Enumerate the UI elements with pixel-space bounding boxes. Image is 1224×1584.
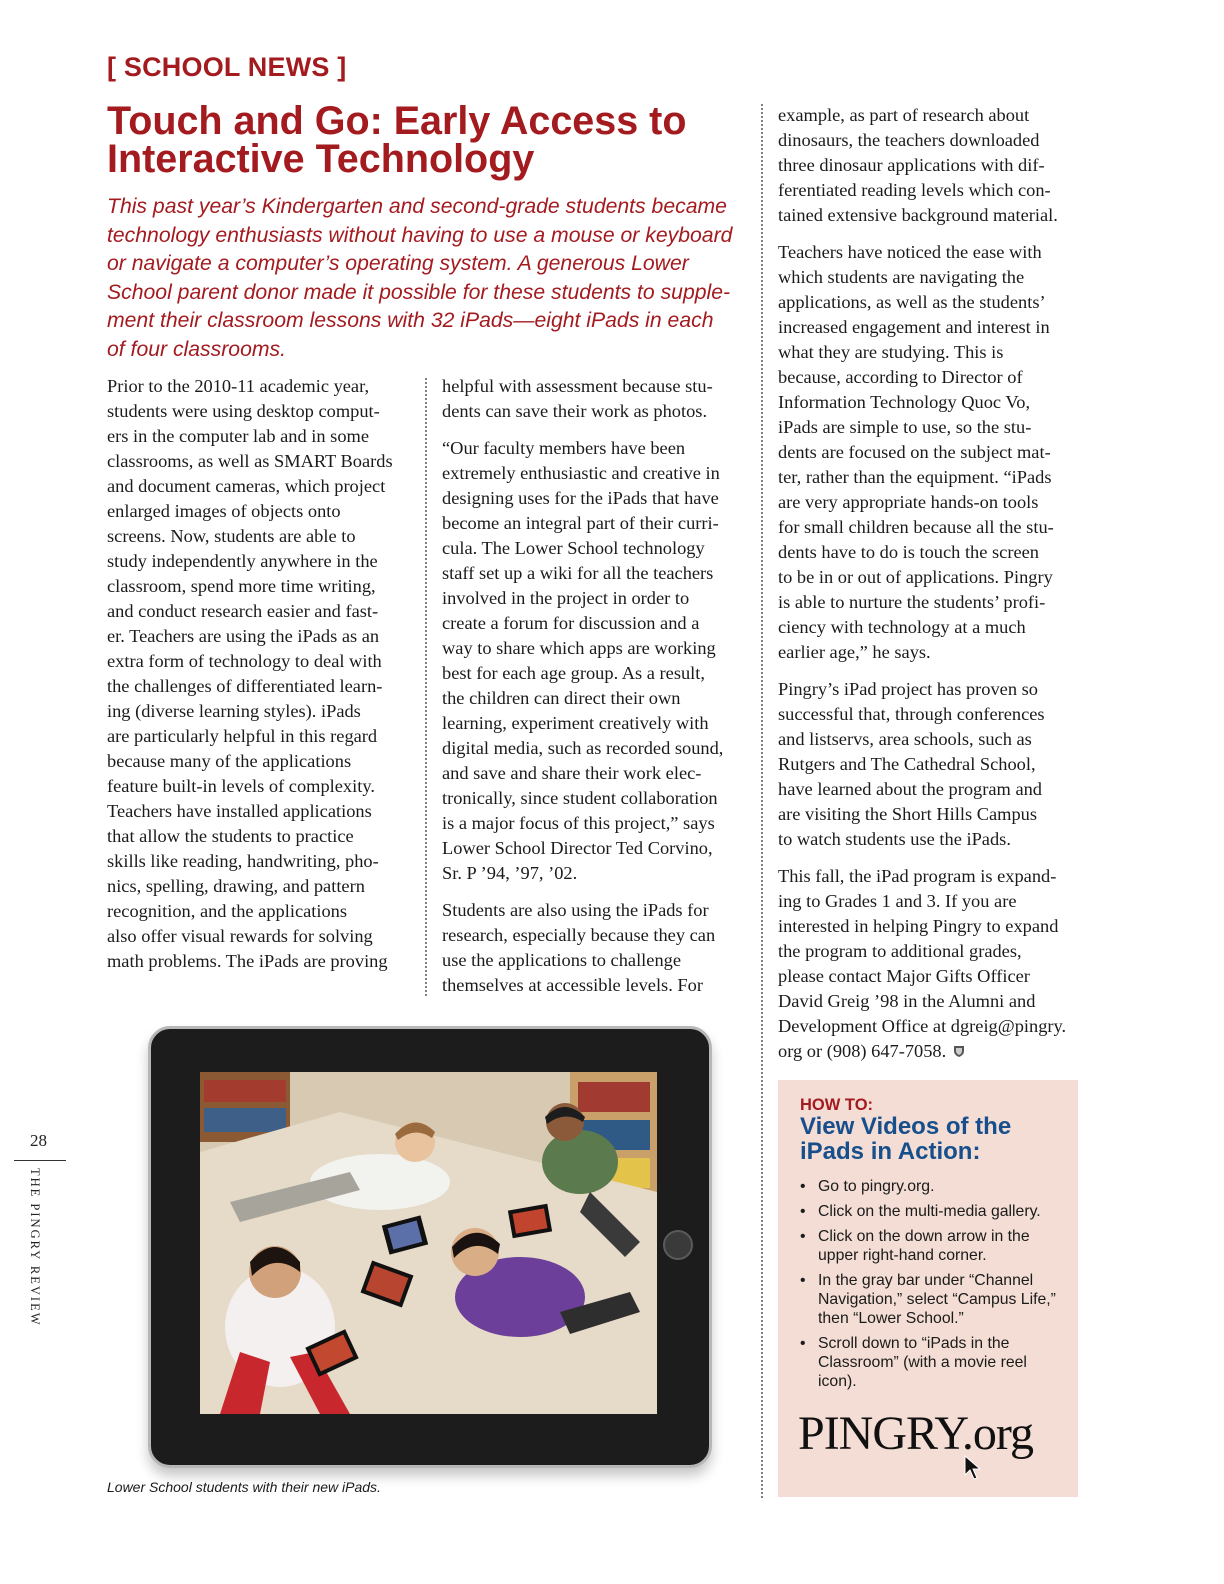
text-line: three dinosaur applications with dif-: [778, 155, 1045, 175]
text-line: Students are also using the iPads for: [442, 900, 709, 920]
list-item: [800, 1271, 1070, 1328]
text-line: themselves at accessible levels. For: [442, 975, 703, 995]
text-line: what they are studying. This is: [778, 342, 1004, 362]
deck-line: This past year’s Kindergarten and second-grade students became: [107, 195, 727, 218]
text-line: and listservs, area schools, such as: [778, 729, 1032, 749]
text-line: become an integral part of their curri-: [442, 513, 719, 533]
step-text-line: Scroll down to “iPads in the: [818, 1335, 1010, 1352]
sidebar-title-line: View Videos of the: [800, 1113, 1012, 1140]
step-text-line: icon).: [818, 1373, 857, 1390]
text-line: tained extensive background material.: [778, 205, 1058, 225]
text-line: Prior to the 2010-11 academic year,: [107, 376, 370, 396]
text-line: create a forum for discussion and a: [442, 613, 700, 633]
students-photo-illustration: [200, 1072, 657, 1414]
text-line: extremely enthusiastic and creative in: [442, 463, 720, 483]
list-item: [800, 1177, 1070, 1196]
text-line: Sr. P ’94, ’97, ’02.: [442, 863, 578, 883]
running-title: [14, 1168, 70, 1328]
text-line: the challenges of differentiated learn-: [107, 676, 383, 696]
text-line: Rutgers and The Cathedral School,: [778, 754, 1036, 774]
step-text-line: upper right-hand corner.: [818, 1247, 987, 1264]
list-item: [800, 1334, 1070, 1391]
paragraph: [107, 374, 419, 974]
text-line: are particularly helpful in this regard: [107, 726, 378, 746]
text-line: David Greig ’98 in the Alumni and: [778, 991, 1036, 1011]
text-line: ferentiated reading levels which con-: [778, 180, 1051, 200]
step-text-line: then “Lower School.”: [818, 1310, 964, 1327]
text-line: and conduct research easier and fast-: [107, 601, 379, 621]
text-line: that allow the students to practice: [107, 826, 354, 846]
list-item: [800, 1202, 1070, 1221]
text-line: cula. The Lower School technology: [442, 538, 705, 558]
text-line: dinosaurs, the teachers downloaded: [778, 130, 1040, 150]
text-line: successful that, through conferences: [778, 704, 1045, 724]
text-line: because, according to Director of: [778, 367, 1023, 387]
column-rule: [425, 378, 427, 996]
bullet-icon: •: [800, 1335, 806, 1352]
text-line: is able to nurture the students’ profi-: [778, 592, 1046, 612]
text-line: nics, spelling, drawing, and pattern: [107, 876, 365, 896]
text-line: have learned about the program and: [778, 779, 1042, 799]
text-line: involved in the project in order to: [442, 588, 690, 608]
text-line: Teachers have installed applications: [107, 801, 372, 821]
text-line: math problems. The iPads are proving: [107, 951, 388, 971]
text-line: best for each age group. As a result,: [442, 663, 705, 683]
sidebar-title-line: iPads in Action:: [800, 1138, 981, 1165]
text-line: and save and share their work elec-: [442, 763, 702, 783]
paragraph: [778, 240, 1083, 665]
ipad-home-button: [663, 1230, 693, 1260]
pingry-logo: PINGRY.org: [798, 1407, 1033, 1460]
text-line: ing (diverse learning styles). iPads: [107, 701, 361, 721]
paragraph: [442, 898, 742, 998]
text-line: is a major focus of this project,” says: [442, 813, 715, 833]
text-line: to be in or out of applications. Pingry: [778, 567, 1053, 587]
text-line: This fall, the iPad program is expand-: [778, 866, 1057, 886]
text-line: “Our faculty members have been: [442, 438, 686, 458]
sidebar-kicker: HOW TO:: [800, 1096, 874, 1114]
text-line: are very appropriate hands-on tools: [778, 492, 1039, 512]
step-text-line: Click on the multi-media gallery.: [818, 1203, 1041, 1220]
text-line: classroom, spend more time writing,: [107, 576, 376, 596]
section-label: [ SCHOOL NEWS ]: [107, 52, 347, 82]
text-line: and document cameras, which project: [107, 476, 386, 496]
headline-line: Touch and Go: Early Access to: [107, 99, 687, 143]
text-line: skills like reading, handwriting, pho-: [107, 851, 379, 871]
text-line: use the applications to challenge: [442, 950, 681, 970]
text-line: Teachers have noticed the ease with: [778, 242, 1042, 262]
text-line: because many of the applications: [107, 751, 352, 771]
text-line: org or (908) 647-7058.: [778, 1041, 947, 1061]
text-line: staff set up a wiki for all the teachers: [442, 563, 714, 583]
text-line: extra form of technology to deal with: [107, 651, 382, 671]
text-line-wrap: [778, 1039, 1083, 1064]
step-text-line: In the gray bar under “Channel: [818, 1272, 1034, 1289]
text-line: interested in helping Pingry to expand: [778, 916, 1059, 936]
text-line: feature built-in levels of complexity.: [107, 776, 375, 796]
text-line: enlarged images of objects onto: [107, 501, 341, 521]
text-line: example, as part of research about: [778, 105, 1030, 125]
text-line: recognition, and the applications: [107, 901, 348, 921]
ipad-photo: [200, 1072, 657, 1414]
folio-divider: [14, 1160, 66, 1161]
deck-line: ment their classroom lessons with 32 iPads—eight iPads in each: [107, 309, 714, 333]
text-line: study independently anywhere in the: [107, 551, 378, 571]
text-line: ter, rather than the equipment. “iPads: [778, 467, 1052, 487]
bullet-icon: •: [800, 1203, 806, 1220]
text-line: learning, experiment creatively with: [442, 713, 709, 733]
text-line: er. Teachers are using the iPads as an: [107, 626, 380, 646]
paragraph: [778, 864, 1083, 1064]
text-line: digital media, such as recorded sound,: [442, 738, 724, 758]
sidebar-title: [800, 1114, 1070, 1164]
paragraph: [778, 103, 1083, 228]
bullet-icon: •: [800, 1272, 806, 1289]
article-column-2: [442, 374, 742, 1010]
step-text-line: Click on the down arrow in the: [818, 1228, 1030, 1245]
text-line: increased engagement and interest in: [778, 317, 1050, 337]
text-line: Lower School Director Ted Corvino,: [442, 838, 713, 858]
text-line: dents are focused on the subject mat-: [778, 442, 1051, 462]
text-line: ciency with technology at a much: [778, 617, 1026, 637]
text-line: ing to Grades 1 and 3. If you are: [778, 891, 1017, 911]
text-line: earlier age,” he says.: [778, 642, 931, 662]
column-rule: [761, 104, 763, 1498]
headline-line: Interactive Technology: [107, 137, 535, 181]
text-line: Information Technology Quoc Vo,: [778, 392, 1031, 412]
text-line: students were using desktop comput-: [107, 401, 380, 421]
text-line: the program to additional grades,: [778, 941, 1022, 961]
text-line: the children can direct their own: [442, 688, 681, 708]
headline: [107, 99, 747, 181]
text-line: dents have to do is touch the screen: [778, 542, 1039, 562]
text-line: screens. Now, students are able to: [107, 526, 356, 546]
deck-line: School parent donor made it possible for these students to supple-: [107, 280, 731, 304]
deck-line: or navigate a computer’s operating system. A generous Lower: [107, 252, 689, 276]
text-line: research, especially because they can: [442, 925, 716, 945]
end-mark-shield-icon: [952, 1044, 966, 1058]
page-number: 28: [30, 1131, 47, 1150]
text-line: applications, as well as the students’: [778, 292, 1046, 312]
bullet-icon: •: [800, 1178, 806, 1195]
article-column-3: [778, 103, 1083, 1076]
deck-line: technology enthusiasts without having to use a mouse or keyboard: [107, 223, 733, 247]
article-column-1: [107, 374, 419, 986]
paragraph: [778, 677, 1083, 852]
step-text-line: Go to pingry.org.: [818, 1178, 935, 1195]
text-line: way to share which apps are working: [442, 638, 716, 658]
deck-line: of four classrooms.: [107, 337, 286, 361]
running-title-text: THE PINGRY REVIEW: [28, 1168, 42, 1327]
text-line: to watch students use the iPads.: [778, 829, 1011, 849]
deck: [107, 193, 747, 365]
text-line: which students are navigating the: [778, 267, 1025, 287]
list-item: [800, 1227, 1070, 1265]
text-line: tronically, since student collaboration: [442, 788, 718, 808]
sidebar-steps-list: [800, 1177, 1070, 1397]
photo-caption: Lower School students with their new iPads.: [107, 1479, 381, 1495]
text-line: ers in the computer lab and in some: [107, 426, 369, 446]
step-text-line: Classroom” (with a movie reel: [818, 1354, 1027, 1371]
text-line: Pingry’s iPad project has proven so: [778, 679, 1038, 699]
text-line: classrooms, as well as SMART Boards: [107, 451, 393, 471]
paragraph: [442, 436, 742, 886]
paragraph: [442, 374, 742, 424]
text-line: please contact Major Gifts Officer: [778, 966, 1030, 986]
text-line: iPads are simple to use, so the stu-: [778, 417, 1032, 437]
text-line: dents can save their work as photos.: [442, 401, 708, 421]
bullet-icon: •: [800, 1228, 806, 1245]
text-line: helpful with assessment because stu-: [442, 376, 713, 396]
text-line: for small children because all the stu-: [778, 517, 1054, 537]
text-line: Development Office at dgreig@pingry.: [778, 1016, 1067, 1036]
text-line: designing uses for the iPads that have: [442, 488, 719, 508]
text-line: are visiting the Short Hills Campus: [778, 804, 1037, 824]
text-line: also offer visual rewards for solving: [107, 926, 373, 946]
cursor-arrow-icon: [964, 1455, 982, 1481]
step-text-line: Navigation,” select “Campus Life,”: [818, 1291, 1056, 1308]
